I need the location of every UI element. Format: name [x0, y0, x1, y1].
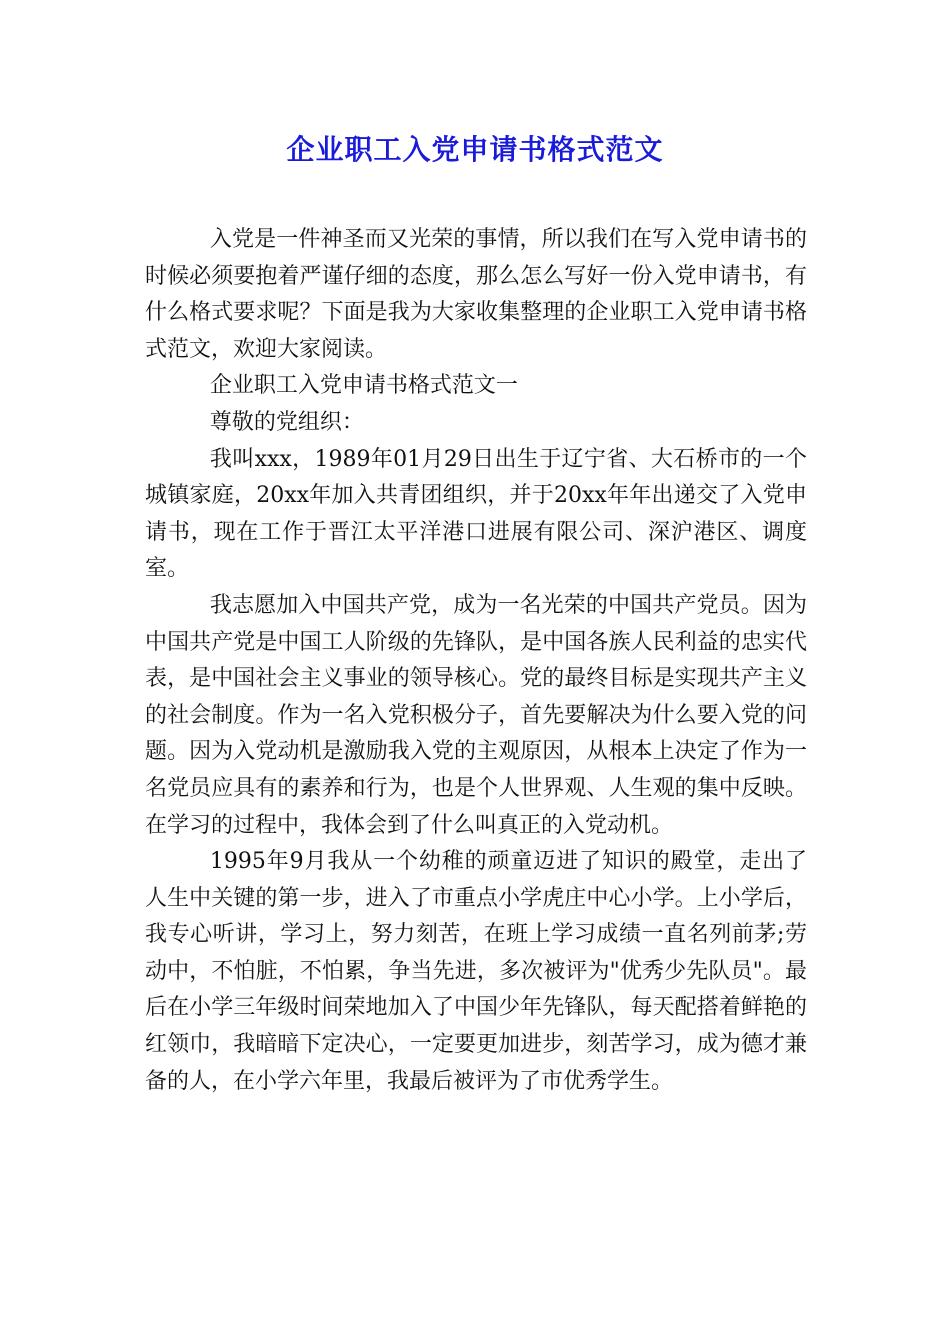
paragraph-background: 我叫xxx，1989年01月29日出生于辽宁省、大石桥市的一个城镇家庭，20xx年加入共青团组织，并于20xx年年出递交了入党申请书，现在工作于晋江太平洋港口进展有限公司、深沪港区、调度室。: [145, 446, 807, 582]
document-body: [145, 222, 807, 1100]
paragraph-intro: 入党是一件神圣而又光荣的事情，所以我们在写入党申请书的时候必须要抱着严谨仔细的态度，那么怎么写好一份入党申请书，有什么格式要求呢？下面是我为大家收集整理的企业职工入党申请书格式范文，欢迎大家阅读。: [145, 227, 807, 362]
salutation: 尊敬的党组织：: [209, 409, 364, 435]
paragraph-motivation: 我志愿加入中国共产党，成为一名光荣的中国共产党员。因为中国共产党是中国工人阶级的先锋队，是中国各族人民利益的忠实代表，是中国社会主义事业的领导核心。党的最终目标是实现共产主义的社会制度。作为一名入党积极分子，首先要解决为什么要入党的问题。因为入党动机是激励我入党的主观原因，从根本上决定了作为一名党员应具有的素养和行为，也是个人世界观、人生观的集中反映。在学习的过程中，我体会到了什么叫真正的入党动机。: [145, 592, 807, 838]
document-title: 企业职工入党申请书格式范文: [286, 133, 664, 166]
section-heading: 企业职工入党申请书格式范文一: [209, 373, 518, 399]
paragraph-school: 1995年9月我从一个幼稚的顽童迈进了知识的殿堂，走出了人生中关键的第一步，进入了市重点小学虎庄中心小学。上小学后，我专心听讲，学习上，努力刻苦，在班上学习成绩一直名列前茅;劳动中，不怕脏，不怕累，争当先进，多次被评为"优秀少先队员"。最后在小学三年级时间荣地加入了中国少年先锋队，每天配搭着鲜艳的红领巾，我暗暗下定决心，一定要更加进步，刻苦学习，成为德才兼备的人，在小学六年里，我最后被评为了市优秀学生。: [145, 849, 807, 1094]
